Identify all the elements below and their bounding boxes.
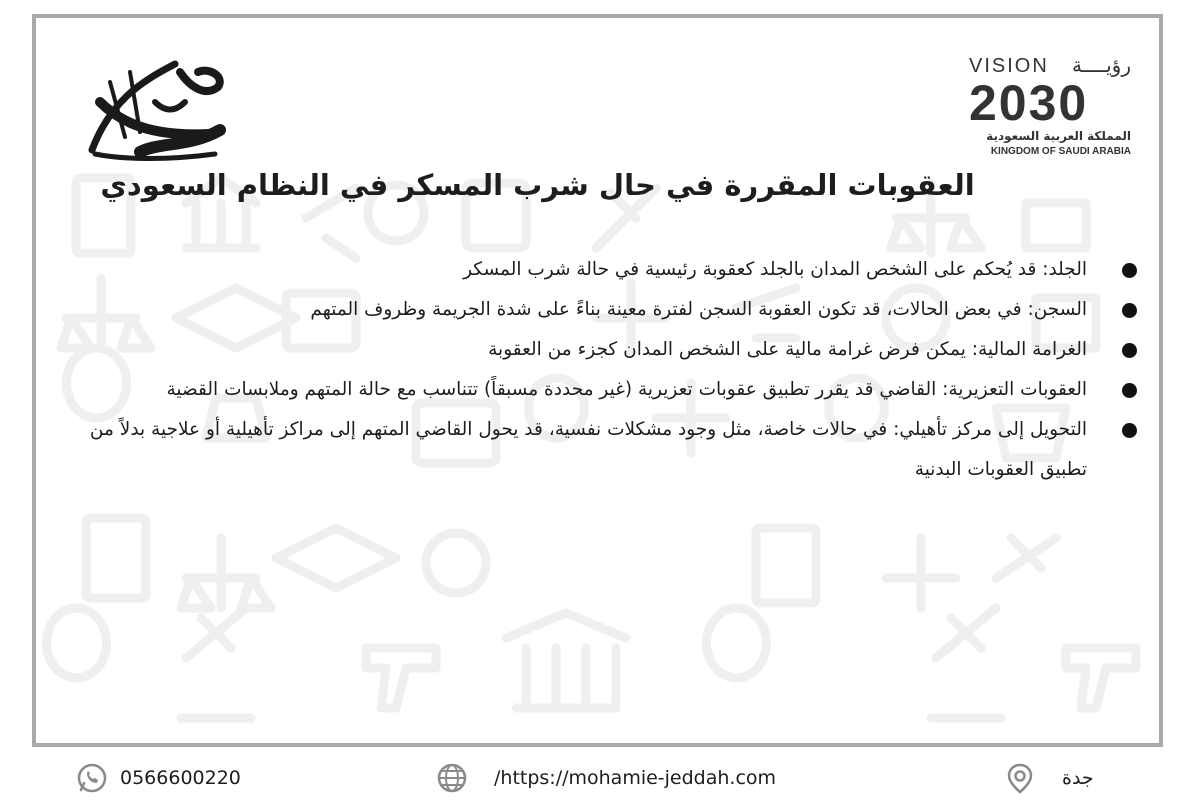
list-item-text: السجن: في بعض الحالات، قد تكون العقوبة السجن لفترة معينة بناءً على شدة الجريمة وظروف المتهم bbox=[310, 299, 1087, 320]
vision-2030-mark bbox=[961, 46, 1141, 156]
list-item-text: الغرامة المالية: يمكن فرض غرامة مالية على الشخص المدان كجزء من العقوبة bbox=[488, 339, 1087, 360]
list-item bbox=[77, 250, 1137, 290]
bullet-icon bbox=[1122, 423, 1137, 438]
phone-number: 0566600220 bbox=[120, 767, 241, 789]
kingdom-english: KINGDOM OF SAUDI ARABIA bbox=[990, 146, 1131, 156]
list-item bbox=[77, 290, 1137, 330]
footer-phone[interactable] bbox=[76, 756, 241, 800]
list-item bbox=[77, 370, 1137, 410]
list-item-text: التحويل إلى مركز تأهيلي: في حالات خاصة، مثل وجود مشكلات نفسية، قد يحول القاضي المتهم إلى مراكز تأهيلية أو علاجية بدلاً من تطبيق العقوبات البدنية bbox=[89, 419, 1087, 480]
content-frame bbox=[32, 14, 1163, 747]
bullet-icon bbox=[1122, 343, 1137, 358]
list-item-text: العقوبات التعزيرية: القاضي قد يقرر تطبيق عقوبات تعزيرية (غير محددة مسبقاً) تتناسب مع حالة المتهم وملابسات القضية bbox=[166, 379, 1087, 400]
website-url: /https://mohamie-jeddah.com bbox=[494, 767, 777, 789]
page-title: العقوبات المقررة في حال شرب المسكر في النظام السعودي bbox=[100, 168, 975, 202]
globe-icon bbox=[436, 762, 468, 794]
whatsapp-icon bbox=[76, 762, 108, 794]
list-item bbox=[77, 410, 1137, 490]
vision-arabic-word: رؤيــــة bbox=[1071, 53, 1131, 77]
city-name: جدة bbox=[1062, 767, 1094, 789]
penalties-list bbox=[77, 250, 1137, 490]
kingdom-arabic: المملكة العربية السعودية bbox=[986, 129, 1131, 143]
vision-latin-word: VISION bbox=[969, 55, 1049, 77]
footer-website[interactable] bbox=[436, 756, 776, 800]
list-item bbox=[77, 330, 1137, 370]
location-pin-icon bbox=[1004, 762, 1036, 794]
footer-contact-bar bbox=[0, 756, 1200, 800]
bullet-icon bbox=[1122, 303, 1137, 318]
list-item-text: الجلد: قد يُحكم على الشخص المدان بالجلد كعقوبة رئيسية في حالة شرب المسكر bbox=[463, 259, 1087, 280]
mohamie-calligraphy-logo bbox=[80, 42, 230, 172]
bullet-icon bbox=[1122, 383, 1137, 398]
vision-year: 2030 bbox=[969, 75, 1089, 131]
footer-location[interactable] bbox=[1004, 756, 1094, 800]
bullet-icon bbox=[1122, 263, 1137, 278]
vision-2030-logo bbox=[961, 46, 1141, 156]
